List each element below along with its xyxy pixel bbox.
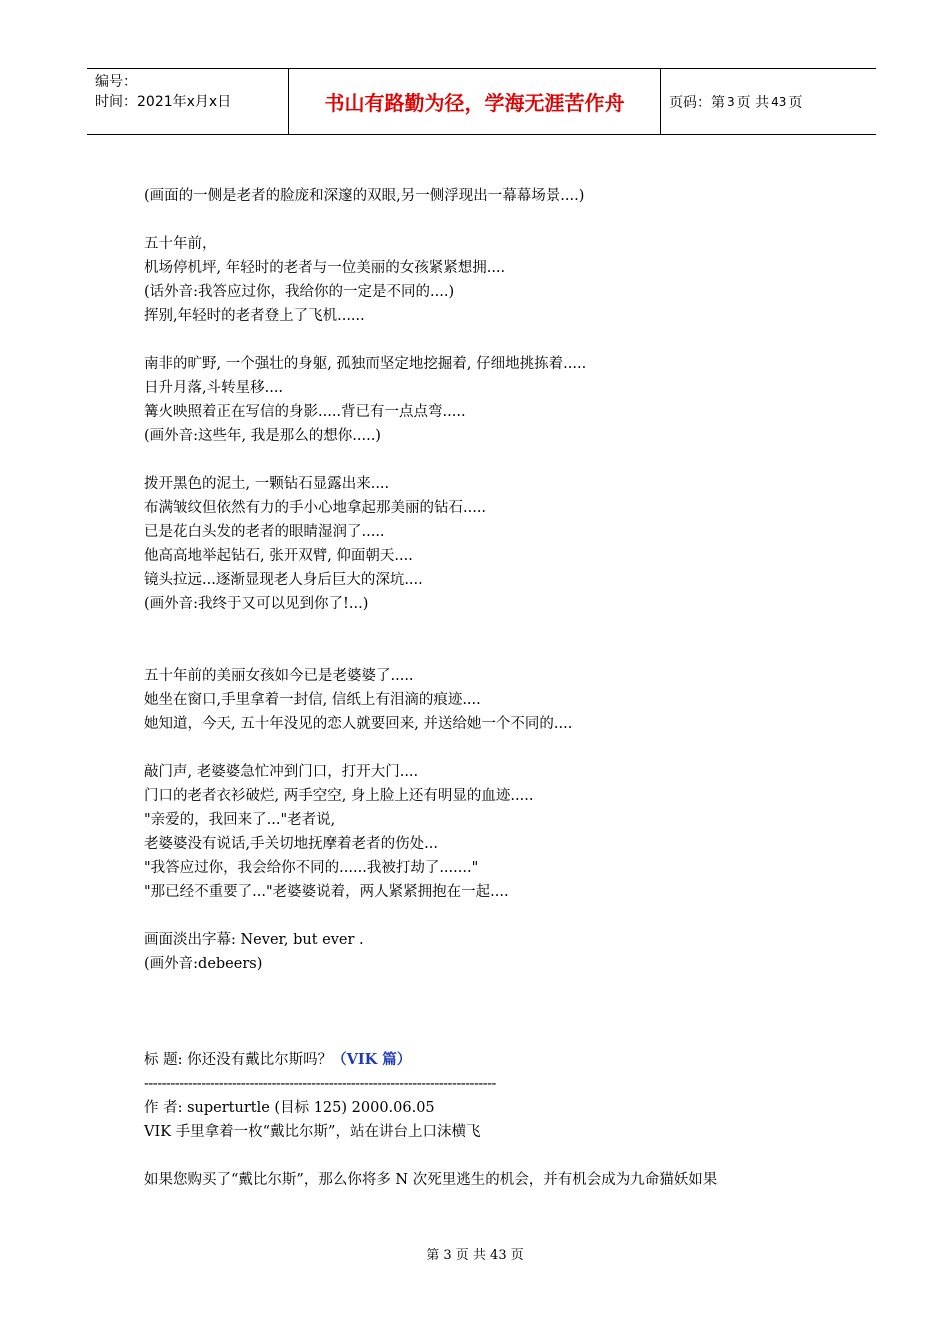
paragraph-line: 画面淡出字幕: Never, but ever . [144,932,364,948]
header-meta [87,69,288,134]
paragraph-line: 门口的老者衣衫破烂, 两手空空, 身上脸上还有明显的血迹..... [144,788,534,804]
paragraph-line: 他高高地举起钻石, 张开双臂, 仰面朝天.... [144,548,413,564]
paragraph-line: 五十年前， [144,236,217,252]
header-motto: 书山有路勤为径，学海无涯苦作舟 [288,69,661,134]
page-number: 3 [727,94,735,109]
page-total: 43 [771,94,787,109]
document-body [144,184,844,1192]
paragraph-line: 挥别,年轻时的老者登上了飞机...... [144,308,365,324]
paragraph-line: 她知道，今天, 五十年没见的恋人就要回来, 并送给她一个不同的.... [144,716,573,732]
page-header [87,68,876,135]
paragraph-line: 如果您购买了“戴比尔斯”，那么你将多 N 次死里逃生的机会，并有机会成为九命猫妖如果 [144,1172,718,1188]
article-title [144,1048,844,1072]
paragraph-line: (话外音:我答应过你，我给你的一定是不同的....) [144,284,455,300]
paragraph-line: 五十年前的美丽女孩如今已是老婆婆了..... [144,668,414,684]
page-end: 页 [788,94,803,111]
paragraph-line: 机场停机坪, 年轻时的老者与一位美丽的女孩紧紧想拥.... [144,260,506,276]
paragraph-line: "那已经不重要了..."老婆婆说着，两人紧紧拥抱在一起.... [144,884,509,900]
paragraph-line: (画面的一侧是老者的脸庞和深邃的双眼,另一侧浮现出一幕幕场景....) [144,188,585,204]
paragraph-line: (画外音:我终于又可以见到你了!...) [144,596,369,612]
paragraph-line: 篝火映照着正在写信的身影.....背已有一点点弯..... [144,404,466,420]
paragraph-line: (画外音:debeers) [144,956,263,972]
article-title-text: 标 题: 你还没有戴比尔斯吗？ [144,1052,333,1068]
paragraph-line: 已是花白头发的老者的眼睛湿润了..... [144,524,385,540]
paragraph-line: 敲门声, 老婆婆急忙冲到门口，打开大门.... [144,764,419,780]
paragraph-line: 日升月落,斗转星移.... [144,380,284,396]
paragraph-line: VIK 手里拿着一枚“戴比尔斯”，站在讲台上口沫横飞 [144,1124,481,1140]
paragraph-line: (画外音:这些年, 我是那么的想你.....) [144,428,381,444]
paragraph-line: 布满皱纹但依然有力的手小心地拿起那美丽的钻石..... [144,500,487,516]
page-mid: 页 共 [736,94,770,111]
header-page-info [661,69,876,134]
paragraph-line: "我答应过你，我会给你不同的......我被打劫了......." [144,860,479,876]
divider-line: -------------------------------------------------------------------------------- [144,1076,496,1092]
paragraph-line: 南非的旷野, 一个强壮的身躯, 孤独而坚定地挖掘着, 仔细地挑拣着..... [144,356,587,372]
paragraph-line: 她坐在窗口,手里拿着一封信, 信纸上有泪滴的痕迹.... [144,692,481,708]
article-author: 作 者: superturtle (目标 125) 2000.06.05 [144,1100,435,1116]
page-footer: 第 3 页 共 43 页 [426,1248,524,1263]
paragraph-line: "亲爱的，我回来了..."老者说, [144,812,336,828]
paragraph-line: 老婆婆没有说话,手关切地抚摩着老者的伤处... [144,836,438,852]
paragraph-line: 镜头拉远...逐渐显现老人身后巨大的深坑.... [144,572,423,588]
doc-time-label: 时间：2021年x月x日 [95,94,232,110]
article-title-tag: （VIK 篇） [332,1051,412,1068]
paragraph-line: 拨开黑色的泥土, 一颗钻石显露出来.... [144,476,390,492]
doc-number-label: 编号： [95,74,137,90]
page-label: 页码：第 [669,94,725,111]
